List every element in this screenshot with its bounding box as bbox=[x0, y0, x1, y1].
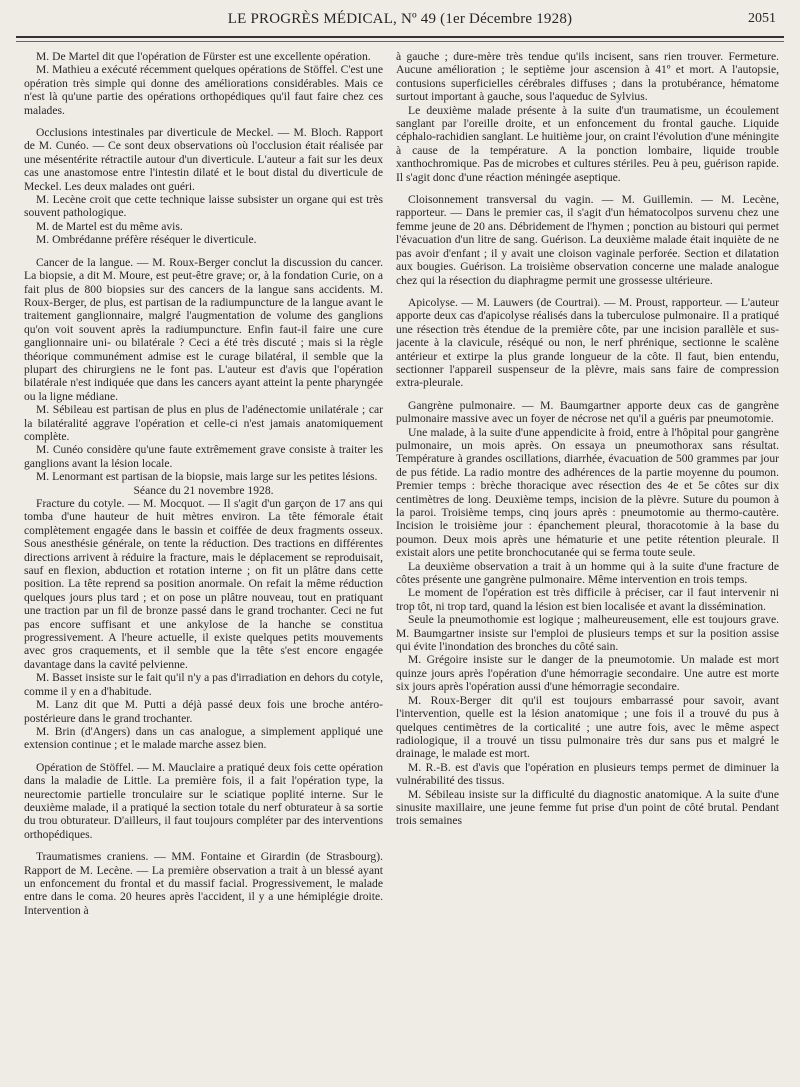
paragraph: Une malade, à la suite d'une appendicite à froid, entre à l'hôpital pour gangrène pulmonaire, un mois après. On essaya un pneumothorax sans résultat. Température à grandes oscillations, diarrhée, évacuation de 500 grammes par jour de pus fétide. La radio montre des adhérences de la partie moyenne du poumon. Premier temps : brèche thoracique avec résection des 4e et 5e côtes sur dix centimètres de long. Deuxième temps, incision de la plèvre. Suture du poumon à la paroi. Troisième temps, cinq jours après : pneumotomie au thermo-cautère. Incision le troisième jour : épanchement pleural, thoracotomie à la base du poumon. Deux mois après une hématurie et une petite rétention pleurale. Il existait alors une petite bronchocutanée qui se ferma toute seule. bbox=[396, 425, 779, 560]
page-number: 2051 bbox=[748, 11, 776, 26]
paragraph: M. Roux-Berger dit qu'il est toujours embarrassé pour savoir, avant l'intervention, quelle est la lésion anatomique ; une fois il a trouvé du pus à quelques centimètres de la corticalité ; une autre fois, avec le même aspect radiologique, il a trouvé un tissu pulmonaire très dur sans pus et malgré le drainage, le malade est mort. bbox=[396, 693, 779, 761]
header-rule-thin bbox=[16, 41, 784, 42]
paragraph: Seule la pneumothomie est logique ; malheureusement, elle est toujours grave. M. Baumgartner insiste sur l'emploi de plusieurs temps et sur la position assise qui évite l'inondation des bronches du côté sain. bbox=[396, 613, 779, 654]
paragraph: M. Lecène croit que cette technique laisse subsister un organe qui est très souvent pathologique. bbox=[24, 193, 383, 220]
running-title: LE PROGRÈS MÉDICAL, Nº 49 (1er Décembre 1928) bbox=[227, 10, 573, 27]
paragraph: M. Grégoire insiste sur le danger de la pneumotomie. Un malade est mort quinze jours après l'opération d'une hémorragie secondaire. Une autre est morte six jours après l'opération aussi d'une hémorragie secondaire. bbox=[396, 653, 779, 694]
paragraph: M. Mathieu a exécuté récemment quelques opérations de Stöffel. C'est une opération très simple qui donne des améliorations considérables. Mais ce n'est là qu'une partie des opérations orthopédiques qu'il faut faire chez ces malades. bbox=[24, 63, 383, 117]
paragraph: M. Cunéo considère qu'une faute extrêmement grave consiste à traiter les ganglions avant la lésion locale. bbox=[24, 443, 383, 470]
paragraph: Cloisonnement transversal du vagin. — M. Guillemin. — M. Lecène, rapporteur. — Dans le premier cas, il s'agit d'un hématocolpos survenu chez une femme jeune de 20 ans. Débridement de l'hymen ; ponction au bistouri qui permet l'évacuation d'un litre de sang. Guérison. La deuxième malade était inquiète de ne pas avoir d'enfant ; il y avait une cloison vaginale perforée. Section et dilatation aux bougies. Guérison. La troisième observation concerne une malade analogue chez qui la résection du diaphragme permit une grossesse ultérieure. bbox=[396, 193, 779, 287]
paragraph: M. Brin (d'Angers) dans un cas analogue, a simplement appliqué une extension continue ; et le malade marche assez bien. bbox=[24, 724, 383, 752]
paragraph: M. R.-B. est d'avis que l'opération en plusieurs temps permet de diminuer la vulnérabilité des tissus. bbox=[396, 760, 779, 788]
paragraph: Fracture du cotyle. — M. Mocquot. — Il s'agit d'un garçon de 17 ans qui tomba d'une hauteur de huit mètres environ. La tête fémorale était complètement engagée dans le bassin et coiffée de deux fragments osseux. Sous anesthésie générale, on tente la réduction. Des tractions en différentes directions arrivent à réduire la fracture, mais le déplacement se reproduisait, sauf en flexion, abduction et rotation interne ; on fit un plâtre dans cette position. La tête reprend sa position anormale. On refait la même réduction quelques jours plus tard ; et on pose un plâtre nouveau, tout en pratiquant une traction par un fil de bronze passé dans le grand trochanter. Ceci ne fut pas encore suffisant et une ankylose de la hanche se constitua progressivement. A l'heure actuelle, il existe quelques petits mouvements avec gros craquements, et il semble que la tête s'est encore engagée davantage dans la cavité pelvienne. bbox=[24, 497, 383, 671]
paragraph: M. Sébileau est partisan de plus en plus de l'adénectomie unilatérale ; car la bilatéralité aggrave l'opération et celle-ci n'est jamais anatomiquement complète. bbox=[24, 403, 383, 443]
page-header bbox=[18, 4, 782, 34]
paragraph: M. Lanz dit que M. Putti a déjà passé deux fois une broche antéro-postérieure dans le grand trochanter. bbox=[24, 698, 383, 725]
session-heading: Séance du 21 novembre 1928. bbox=[133, 483, 274, 497]
paragraph: M. Basset insiste sur le fait qu'il n'y a pas d'irradiation en dehors du cotyle, comme il y en a d'habitude. bbox=[24, 671, 383, 698]
paragraph: M. Lenormant est partisan de la biopsie, mais large sur les petites lésions. bbox=[36, 470, 378, 484]
paragraph: Occlusions intestinales par diverticule de Meckel. — M. Bloch. Rapport de M. Cunéo. — Ce sont deux observations où l'occlusion était réalisée par une mésentérite rétractile autour d'un diverticule. L'auteur a fait sur les deux cas une anastomose entre l'intestin dilaté et le bout distal du diverticule de Meckel. Les deux malades ont guéri. bbox=[24, 126, 383, 193]
paragraph: M. de Martel est du même avis. bbox=[36, 219, 183, 233]
paragraph: M. Ombrédanne préfère réséquer le diverticule. bbox=[36, 233, 257, 247]
header-rule bbox=[16, 36, 784, 38]
paragraph: Opération de Stöffel. — M. Mauclaire a pratiqué deux fois cette opération dans la maladie de Little. La première fois, il a fait l'opération type, la neurectomie partielle tronculaire sur le sciatique poplité interne. Sur le deuxième malade, il a pratiqué la section totale du nerf obturateur à sa sortie du trou obturateur. D'ailleurs, il faut toujours compléter par des interventions orthopédiques. bbox=[24, 760, 383, 841]
paragraph: Cancer de la langue. — M. Roux-Berger conclut la discussion du cancer. La biopsie, a dit M. Moure, est peut-être grave; or, à la fondation Curie, on a fait plus de 800 biopsies sur des cancers de la langue sans accidents. M. Roux-Berger, de plus, est partisan de la radiumpuncture de la langue avant le traitement ganglionnaire, malgré l'augmentation de volume des ganglions qu'on voit souvent après la radiumpuncture. Enfin faut-il faire une cure ganglionnaire uni- ou bilatérale ? Ceci a été très discuté ; mais si la règle théorique communément admise est le curage bilatéral, il semble que la plupart des chirurgiens ne le font pas. L'auteur est d'avis que l'opération bilatérale n'est indiquée que dans les cancers ayant atteint la pente pharyngée ou la ligne médiane. bbox=[24, 255, 383, 403]
paragraph: La deuxième observation a trait à un homme qui à la suite d'une fracture de côtes présente une gangrène pulmonaire. Même intervention en trois temps. bbox=[396, 559, 779, 587]
paragraph: Le moment de l'opération est très difficile à préciser, car il faut intervenir ni trop tôt, ni trop tard, quand la lésion est bien localisée et avant la dissémination. bbox=[396, 586, 779, 613]
paragraph: Apicolyse. — M. Lauwers (de Courtrai). — M. Proust, rapporteur. — L'auteur apporte deux cas d'apicolyse réalisés dans la tuberculose pulmonaire. Il a pratiqué une résection très étendue de la première côte, par une incision parallèle et sus-jacente à la clavicule, réséqué ou non, le nerf phrénique, sectionne le scalène antérieur et extirpe la plus grande longueur de la côte. Il faut, bien entendu, sectionner l'appareil suspenseur de la plèvre, mais sans faire de compression extra-pleurale. bbox=[396, 295, 779, 390]
paragraph: Le deuxième malade présente à la suite d'un traumatisme, un écoulement sanglant par l'oreille droite, et un enfoncement du frontal gauche. Liquide céphalo-rachidien sanglant. Le huitième jour, on craint l'évolution d'une méningite à cause de la température. A la ponction lombaire, liquide trouble xanthochromique. Pas de microbes et cultures stériles. Peu à peu, guérison rapide. Il s'agit donc d'une réaction méningée aseptique. bbox=[396, 103, 779, 184]
paragraph: Gangrène pulmonaire. — M. Baumgartner apporte deux cas de gangrène pulmonaire massive avec un foyer de nécrose net qu'il a guéris par pneumotomie. bbox=[396, 398, 779, 426]
paragraph: Traumatismes craniens. — MM. Fontaine et Girardin (de Strasbourg). Rapport de M. Lecène. — La première observation a trait à un blessé ayant un enfoncement du frontal et du massif facial. Progressivement, le malade entre dans le coma. 20 heures après l'accident, il y a une hémiplégie droite. Intervention à bbox=[24, 850, 383, 917]
paragraph: à gauche ; dure-mère très tendue qu'ils incisent, sans rien trouver. Fermeture. Aucune amélioration ; le septième jour ascension à 41º et mort. A l'autopsie, contusions superficielles cérébrales diffuses ; dans la protubérance, hématome surtout important à gauche, sous l'aqueduc de Sylvius. bbox=[396, 50, 779, 104]
right-column bbox=[396, 50, 779, 1080]
paragraph: M. Sébileau insiste sur la difficulté du diagnostic anatomique. A la suite d'une sinusite maxillaire, une jeune femme fut prise d'un point de côté brutal. Pendant trois semaines bbox=[396, 787, 779, 828]
paragraph: M. De Martel dit que l'opération de Fürster est une excellente opération. bbox=[36, 50, 371, 63]
left-column bbox=[24, 50, 383, 1080]
